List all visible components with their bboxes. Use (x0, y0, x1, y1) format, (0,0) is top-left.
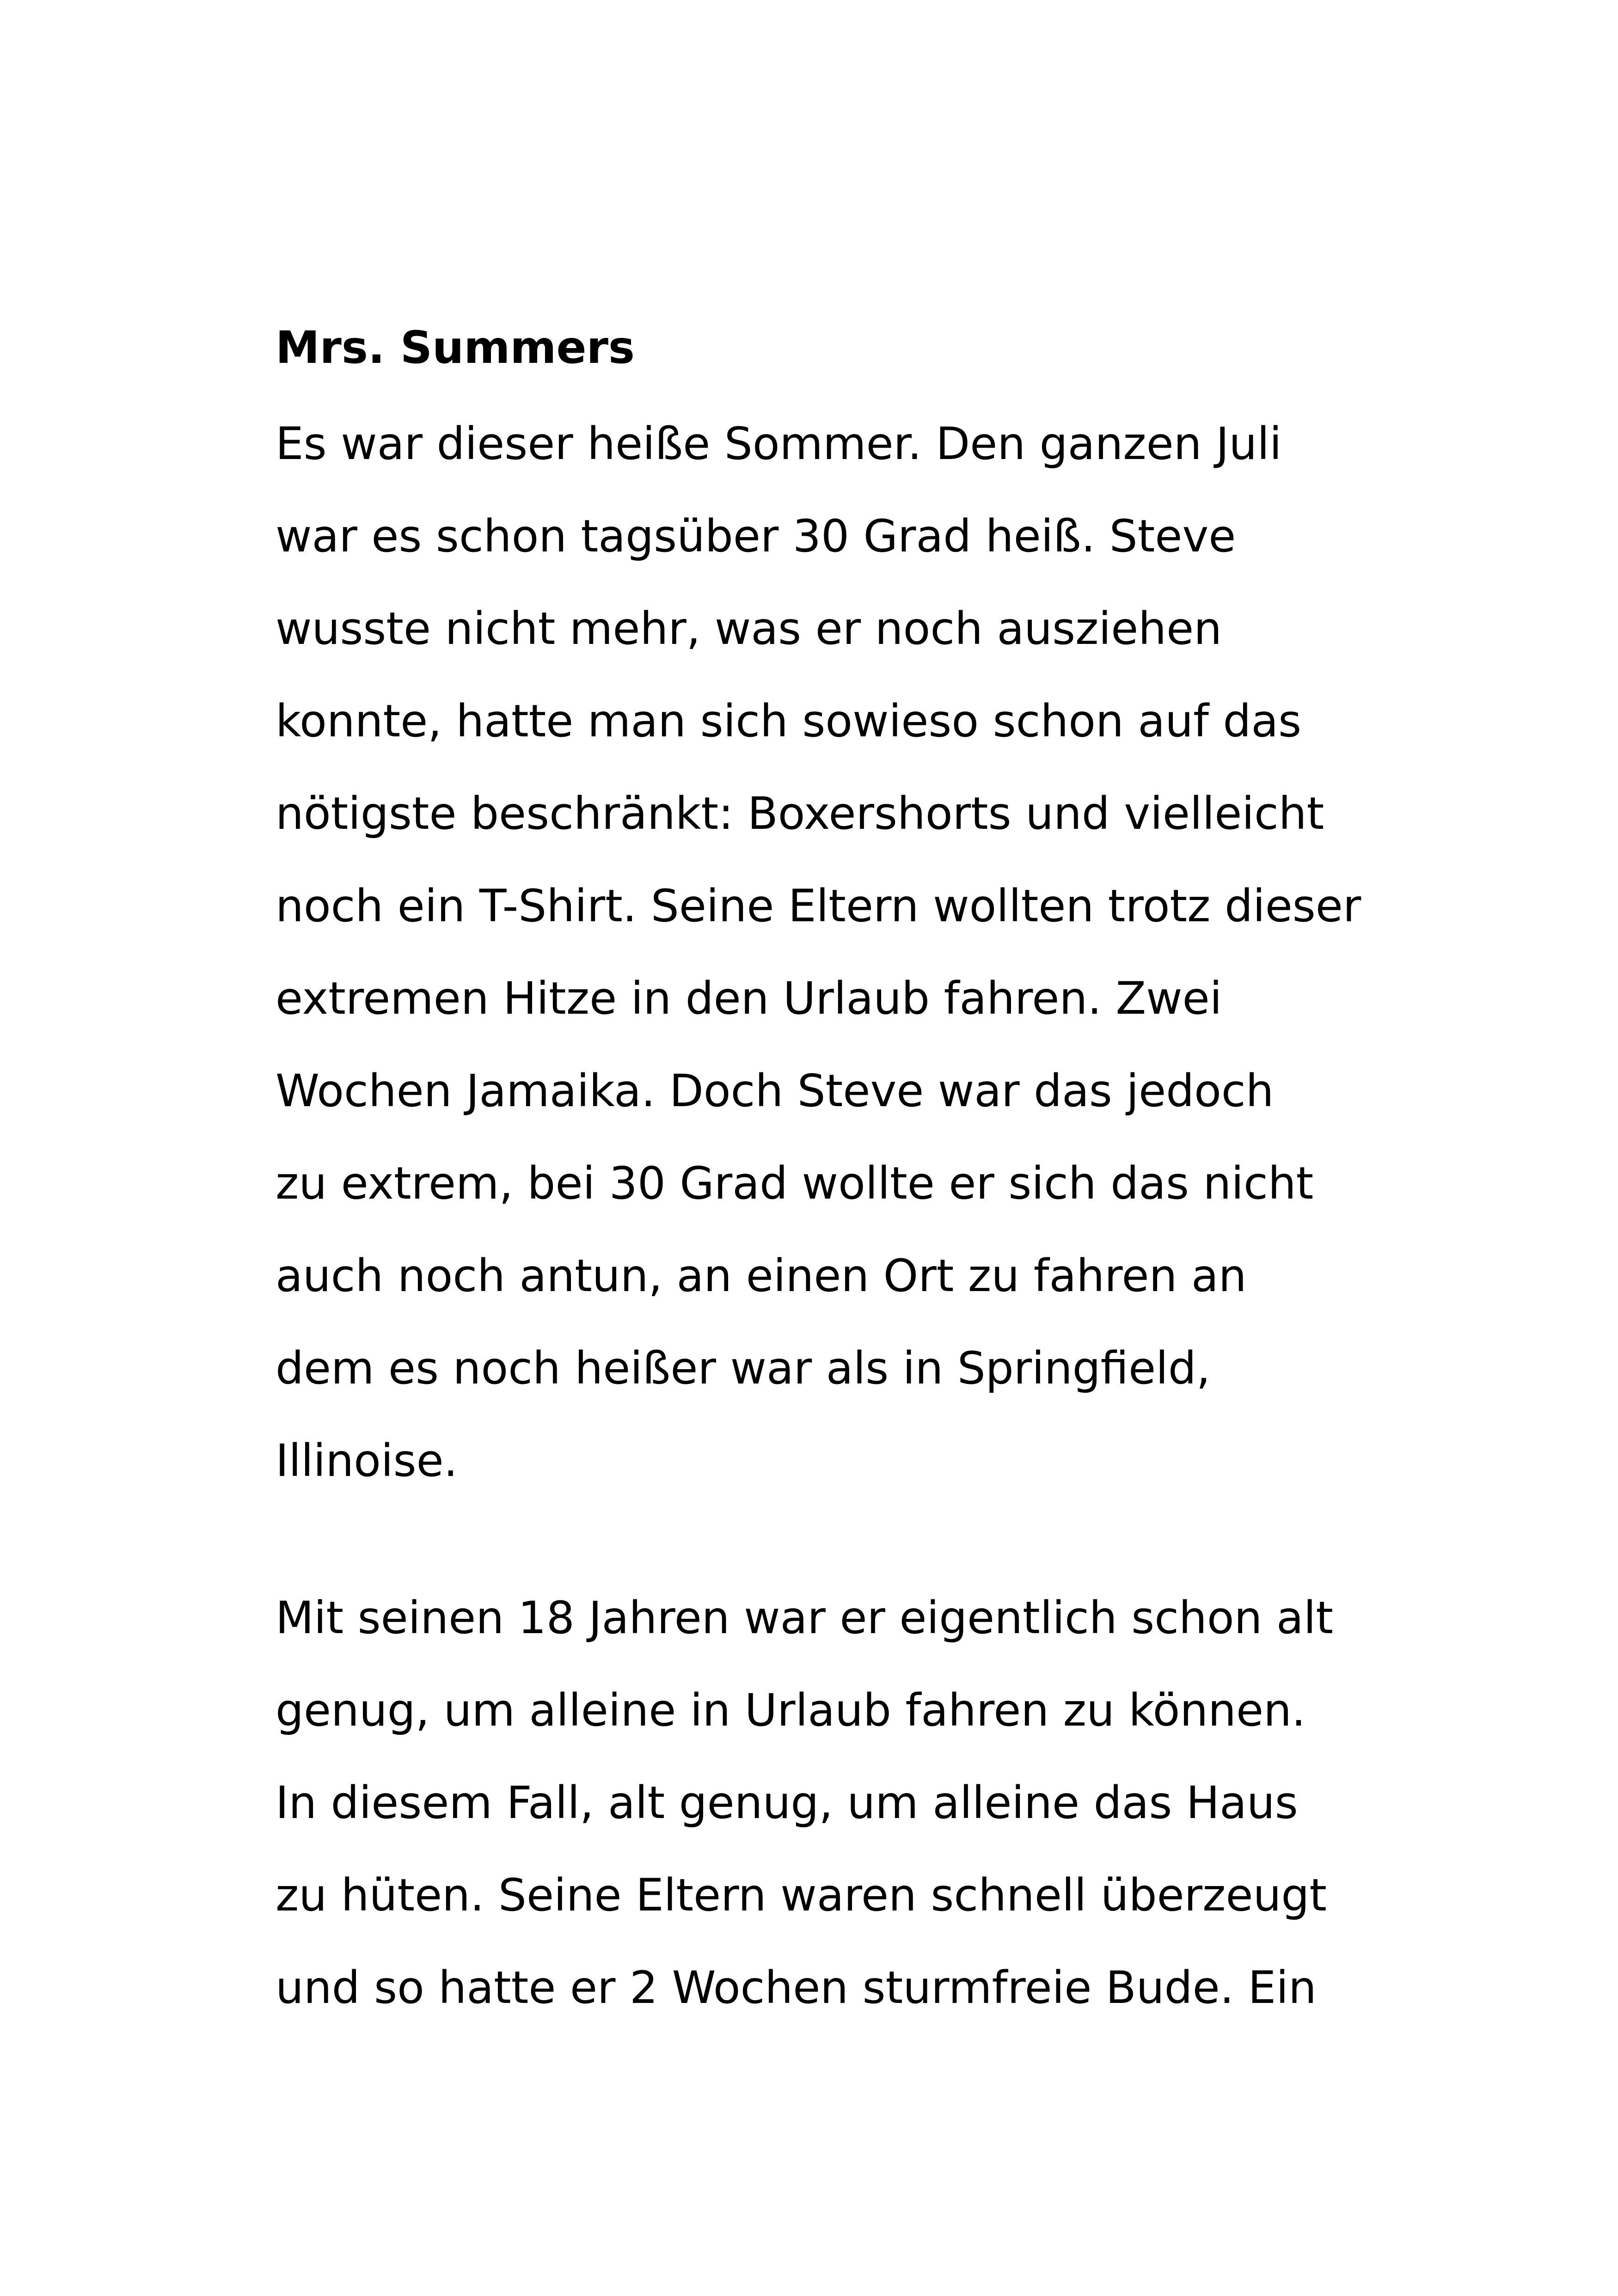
text-line: zu hüten. Seine Eltern waren schnell überzeugt (276, 1869, 1327, 1921)
paragraph (276, 398, 1376, 1507)
text-line: genug, um alleine in Urlaub fahren zu können. (276, 1684, 1306, 1736)
text-line: und so hatte er 2 Wochen sturmfreie Bude. Ein (276, 1962, 1317, 2014)
text-line: auch noch antun, an einen Ort zu fahren an (276, 1250, 1247, 1302)
text-line: noch ein T-Shirt. Seine Eltern wollten trotz dieser (276, 880, 1361, 932)
document-title: Mrs. Summers (276, 322, 635, 373)
text-line: zu extrem, bei 30 Grad wollte er sich das nicht (276, 1157, 1314, 1209)
text-line: nötigste beschränkt: Boxershorts und vielleicht (276, 788, 1324, 839)
text-line: Wochen Jamaika. Doch Steve war das jedoch (276, 1065, 1274, 1117)
text-line: war es schon tagsüber 30 Grad heiß. Steve (276, 510, 1236, 562)
text-line: Es war dieser heiße Sommer. Den ganzen Juli (276, 418, 1282, 470)
text-line: Illinoise. (276, 1435, 458, 1487)
paragraph (276, 1572, 1376, 2034)
text-line: wusste nicht mehr, was er noch ausziehen (276, 603, 1222, 655)
text-line: extremen Hitze in den Urlaub fahren. Zwei (276, 973, 1222, 1024)
text-line: Mit seinen 18 Jahren war er eigentlich schon alt (276, 1592, 1334, 1644)
text-line: dem es noch heißer war als in Springfield, (276, 1342, 1211, 1394)
text-line: In diesem Fall, alt genug, um alleine das Haus (276, 1777, 1298, 1829)
text-line: konnte, hatte man sich sowieso schon auf das (276, 695, 1302, 747)
